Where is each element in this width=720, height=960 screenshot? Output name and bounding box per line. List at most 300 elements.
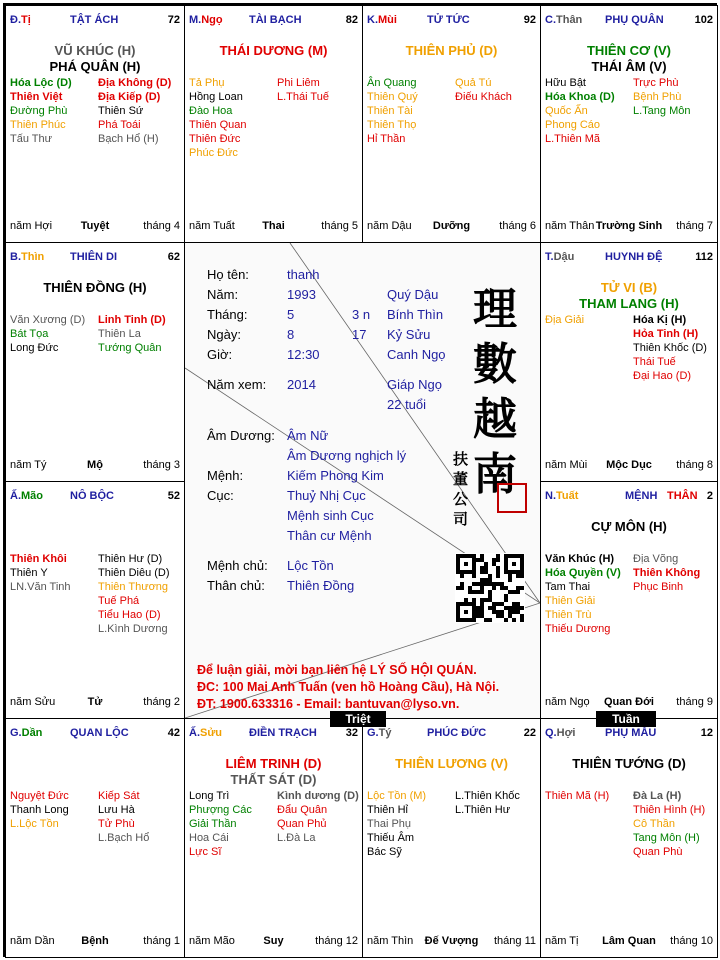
minor-stars-left: [10, 76, 72, 146]
minor-star: Phong Cáo: [545, 119, 601, 131]
palace-month: tháng 6: [499, 220, 536, 232]
palace-cell-ti[interactable]: [5, 5, 185, 243]
main-star: LIÊM TRINH (D): [225, 756, 322, 771]
palace-branch-name: Tý: [378, 727, 392, 739]
info-canchi: Canh Ngọ: [387, 347, 446, 362]
minor-star: Thiên Khốc (D): [633, 342, 707, 354]
palace-header: [10, 490, 180, 504]
tuan-marker: Tuần: [596, 711, 656, 727]
minor-stars-right: [455, 76, 512, 104]
minor-star: Thiên Việt: [10, 91, 63, 103]
minor-star: Thiên Đức: [189, 133, 241, 145]
palace-year: năm Tị: [545, 935, 579, 947]
minor-star: Thanh Long: [10, 804, 69, 816]
palace-phase: Đế Vượng: [424, 935, 479, 947]
minor-star: Lộc Tồn (M): [367, 790, 427, 802]
palace-year: năm Hợi: [10, 220, 53, 232]
palace-phase: Thai: [262, 220, 285, 232]
minor-star: Cô Thần: [633, 818, 675, 830]
minor-star: Kình dương (D): [277, 790, 359, 802]
palace-element: Q.: [545, 727, 557, 739]
palace-phase: Mộc Dục: [606, 459, 652, 471]
minor-stars-right: [277, 789, 359, 845]
palace-year: năm Tý: [10, 459, 47, 471]
palace-element: C.: [545, 14, 556, 26]
palace-year: năm Sửu: [10, 696, 56, 708]
minor-star: Phục Binh: [633, 581, 684, 593]
palace-branch: [545, 14, 582, 26]
main-stars: [541, 280, 717, 312]
palace-cell-tuat[interactable]: [540, 481, 718, 719]
palace-element: Đ.: [10, 14, 21, 26]
minor-stars-right: [633, 789, 705, 859]
minor-star: Thiên Diêu (D): [98, 567, 170, 579]
minor-star: Hóa Lộc (D): [10, 77, 72, 89]
palace-name: THIÊN DI: [70, 251, 118, 263]
palace-age-number: 102: [694, 14, 713, 26]
palace-branch-name: Tị: [21, 14, 31, 26]
palace-month: tháng 5: [321, 220, 358, 232]
palace-header: [545, 490, 713, 504]
minor-star: Thai Phụ: [367, 818, 412, 830]
minor-stars-right: [633, 552, 700, 594]
palace-branch-name: Thân: [556, 14, 583, 26]
minor-stars-left: [10, 789, 69, 831]
palace-branch-name: Hợi: [556, 727, 576, 739]
minor-star: Phúc Đức: [189, 147, 238, 159]
minor-star: Thiên Thọ: [367, 119, 417, 131]
main-star: CỰ MÔN (H): [591, 519, 667, 534]
palace-element: G.: [10, 727, 22, 739]
palace-month: tháng 10: [670, 935, 713, 947]
palace-branch-name: Dần: [21, 727, 43, 739]
minor-star: Thiếu Âm: [367, 832, 415, 844]
palace-age-number: 42: [167, 727, 180, 739]
minor-star: L.Thái Tuế: [277, 91, 329, 103]
minor-stars-left: [189, 789, 252, 859]
minor-star: Bạch Hổ (H): [98, 133, 159, 145]
minor-star: Thái Tuế: [633, 356, 676, 368]
palace-phase: Suy: [263, 935, 284, 947]
palace-header: [10, 14, 180, 28]
minor-star: Long Đức: [10, 342, 59, 354]
minor-star: Đà La (H): [633, 790, 682, 802]
minor-star: Thiên Quan: [189, 119, 247, 131]
minor-star: Địa Giải: [545, 314, 585, 326]
minor-star: L.Tang Môn: [633, 105, 691, 117]
palace-footer: [10, 459, 180, 473]
minor-star: Lực Sĩ: [189, 846, 222, 858]
palace-age-number: 92: [523, 14, 536, 26]
palace-month: tháng 7: [676, 220, 713, 232]
minor-star: Thiên Không: [633, 567, 701, 579]
palace-header: [10, 727, 180, 741]
minor-stars-right: [98, 313, 166, 355]
palace-element: T.: [545, 251, 554, 263]
minor-star: Địa Không (D): [98, 77, 172, 89]
minor-star: Đại Hao (D): [633, 370, 692, 382]
minor-star: Thiên Quý: [367, 91, 418, 103]
palace-phase: Tử: [87, 696, 103, 708]
minor-star: Trực Phù: [633, 77, 679, 89]
palace-name: PHỤ QUÂN: [605, 14, 664, 26]
minor-star: Đẩu Quân: [277, 804, 328, 816]
palace-age-number: 112: [695, 251, 713, 263]
palace-phase: Quan Đới: [604, 696, 654, 708]
palace-year: năm Dần: [10, 935, 55, 947]
minor-star: Thiên Thương: [98, 581, 169, 593]
palace-phase: Bệnh: [81, 935, 109, 947]
palace-footer: [545, 696, 713, 710]
minor-star: Tấu Thư: [10, 133, 53, 145]
info-value: Thiên Đồng: [287, 578, 355, 593]
palace-year: năm Ngọ: [545, 696, 590, 708]
contact-line-2: ĐC: 100 Mai Anh Tuấn (ven hồ Hoàng Cầu), Hà Nội.: [197, 680, 500, 694]
palace-month: tháng 1: [143, 935, 180, 947]
palace-cell-ngo[interactable]: [184, 5, 363, 243]
palace-phase: Trường Sinh: [595, 220, 663, 232]
info-label: Năm:: [207, 287, 239, 302]
palace-name: TÀI BẠCH: [249, 14, 302, 26]
qr-code[interactable]: [455, 553, 525, 623]
palace-cell-mao[interactable]: [5, 481, 185, 719]
logo-calligraphy-char: 數: [473, 339, 517, 390]
minor-star: Thiên Sứ: [98, 105, 144, 117]
main-stars: [6, 43, 184, 75]
palace-cell-hoi[interactable]: [540, 718, 718, 958]
palace-footer: [189, 220, 358, 234]
logo-small-char: 扶: [453, 450, 469, 468]
palace-footer: [10, 935, 180, 949]
tu-vi-chart: [3, 3, 717, 957]
info-canchi: Quý Dậu: [387, 287, 439, 302]
palace-element: K.: [367, 14, 378, 26]
palace-footer: [10, 696, 180, 710]
palace-header: [545, 727, 713, 741]
palace-footer: [545, 220, 713, 234]
palace-year: năm Dậu: [367, 220, 412, 232]
main-star: THIÊN ĐỒNG (H): [43, 280, 147, 295]
main-star: THIÊN CƠ (V): [586, 43, 672, 58]
palace-header: [367, 14, 536, 28]
palace-branch: [367, 727, 391, 739]
minor-star: Giải Thần: [189, 818, 237, 830]
palace-age-number: 12: [700, 727, 713, 739]
palace-age-number: 32: [345, 727, 358, 739]
minor-stars-left: [10, 313, 85, 355]
info-value: 8: [287, 327, 295, 342]
palace-year: năm Tuất: [189, 220, 235, 232]
palace-header: [189, 727, 358, 741]
main-stars: [363, 43, 540, 59]
minor-star: Thiên Y: [10, 567, 48, 579]
info-label: Âm Dương:: [207, 428, 275, 443]
minor-star: Đường Phù: [10, 105, 68, 117]
palace-cell-suu[interactable]: [184, 718, 363, 958]
info-value: Thân cư Mệnh: [287, 528, 372, 543]
palace-footer: [10, 220, 180, 234]
palace-phase: Mộ: [87, 459, 103, 471]
minor-star: Phá Toái: [98, 119, 141, 131]
minor-star: Linh Tinh (D): [98, 314, 166, 326]
info-label: Ngày:: [207, 327, 241, 342]
info-extra: 17: [352, 327, 367, 342]
logo-calligraphy-char: 理: [473, 284, 517, 335]
minor-star: Quan Phủ: [277, 818, 327, 830]
minor-star: L.Thiên Mã: [545, 133, 601, 145]
logo-small-char: 公: [453, 490, 469, 508]
main-stars: [185, 43, 362, 59]
minor-star: Phượng Các: [189, 804, 252, 816]
minor-star: Quả Tú: [455, 77, 492, 89]
main-star: PHÁ QUÂN (H): [49, 59, 141, 74]
minor-star: Tiểu Hao (D): [98, 609, 161, 621]
palace-body-marker: THÂN: [667, 490, 698, 502]
palace-footer: [545, 935, 713, 949]
palace-phase: Lâm Quan: [602, 935, 656, 947]
main-star: THIÊN LƯƠNG (V): [395, 756, 508, 771]
contact-line-3: ĐT: 1900.633316 - Email: bantuvan@lyso.vn.: [197, 697, 460, 711]
minor-star: Quan Phù: [633, 846, 683, 858]
palace-name: MỆNH: [625, 490, 658, 502]
main-stars: [541, 519, 717, 535]
minor-star: Hóa Kị (H): [633, 314, 687, 326]
minor-star: Tả Phụ: [189, 77, 225, 89]
minor-stars-right: [633, 76, 690, 118]
minor-star: Hóa Khoa (D): [545, 91, 615, 103]
palace-year: năm Thìn: [367, 935, 414, 947]
minor-star: Bệnh Phù: [633, 91, 682, 103]
minor-star: Thiên Giải: [545, 595, 596, 607]
minor-stars-right: [98, 552, 170, 636]
minor-star: L.Thiên Khốc: [455, 790, 520, 802]
minor-stars-left: [367, 789, 426, 859]
minor-star: LN.Văn Tinh: [10, 581, 71, 593]
palace-cell-dau[interactable]: [540, 242, 718, 482]
palace-header: [545, 14, 713, 28]
palace-footer: [545, 459, 713, 473]
main-star: THÁI ÂM (V): [591, 59, 667, 74]
red-seal-stamp: [497, 483, 527, 513]
minor-stars-left: [545, 76, 615, 146]
palace-element: M.: [189, 14, 202, 26]
minor-star: Tướng Quân: [98, 342, 162, 354]
minor-star: Đào Hoa: [189, 105, 233, 117]
palace-header: [545, 251, 713, 265]
palace-element: B.: [10, 251, 21, 263]
info-value: Âm Nữ: [287, 428, 329, 443]
minor-star: Bát Tọa: [10, 328, 49, 340]
palace-branch: [545, 251, 574, 263]
minor-star: Kiếp Sát: [98, 790, 140, 802]
minor-star: Lưu Hà: [98, 804, 135, 816]
palace-branch: [10, 490, 43, 502]
palace-cell-than[interactable]: [540, 5, 718, 243]
minor-star: Tử Phù: [98, 818, 135, 830]
palace-name: PHÚC ĐỨC: [427, 727, 487, 739]
palace-name: TỬ TỨC: [427, 14, 470, 26]
minor-star: Văn Xương (D): [10, 314, 86, 326]
triet-marker: Triệt: [330, 711, 386, 727]
contact-line-1: Để luận giải, mời bạn liên hệ LÝ SỐ HỘI QUÁN.: [197, 663, 477, 677]
minor-star: Địa Kiếp (D): [98, 91, 161, 103]
minor-stars-left: [545, 552, 621, 636]
logo-small-char: 董: [453, 470, 469, 488]
palace-month: tháng 4: [143, 220, 180, 232]
palace-branch: [545, 490, 578, 502]
palace-age-number: 62: [167, 251, 180, 263]
palace-age-number: 72: [167, 14, 180, 26]
palace-branch-name: Ngọ: [201, 14, 223, 26]
minor-star: L.Bạch Hổ: [98, 832, 150, 844]
palace-age-number: 2: [706, 490, 713, 502]
minor-star: Nguyệt Đức: [10, 790, 69, 802]
palace-footer: [189, 935, 358, 949]
minor-star: Thiên Khôi: [10, 553, 67, 565]
palace-month: tháng 2: [143, 696, 180, 708]
info-value: Kiếm Phong Kim: [287, 468, 384, 483]
info-label: Năm xem:: [207, 377, 267, 392]
palace-header: [10, 251, 180, 265]
logo-calligraphy-char: 越: [473, 394, 517, 445]
minor-star: L.Đà La: [277, 832, 316, 844]
main-stars: [363, 756, 540, 772]
minor-star: Thiên Hỉ: [367, 804, 408, 816]
minor-star: Thiên Hư (D): [98, 553, 163, 565]
info-value: Lộc Tồn: [287, 558, 334, 573]
main-star: THÁI DƯƠNG (M): [219, 43, 328, 58]
minor-stars-right: [633, 313, 707, 383]
info-label: Cục:: [207, 488, 234, 503]
palace-name: QUAN LỘC: [70, 727, 129, 739]
palace-cell-thin[interactable]: [5, 242, 185, 482]
minor-stars-right: [98, 789, 149, 845]
main-stars: [541, 43, 717, 75]
palace-branch: [10, 251, 44, 263]
main-star: THIÊN TƯỚNG (D): [572, 756, 686, 771]
minor-star: Hỉ Thần: [367, 133, 406, 145]
palace-phase: Dưỡng: [432, 220, 471, 232]
palace-branch: [189, 14, 223, 26]
palace-branch-name: Mùi: [378, 14, 397, 26]
info-value: 1993: [287, 287, 316, 302]
main-star: VŨ KHÚC (H): [54, 43, 136, 58]
palace-footer: [367, 935, 536, 949]
info-canchi: Kỷ Sửu: [387, 327, 431, 342]
minor-star: Hồng Loan: [189, 91, 243, 103]
minor-stars-right: [455, 789, 520, 817]
palace-branch: [10, 14, 31, 26]
palace-branch: [10, 727, 42, 739]
minor-star: Thiên Trù: [545, 609, 592, 621]
palace-age-number: 22: [523, 727, 536, 739]
palace-element: N.: [545, 490, 556, 502]
minor-stars-left: [367, 76, 418, 146]
palace-month: tháng 12: [315, 935, 358, 947]
minor-star: Bác Sỹ: [367, 846, 402, 858]
palace-element: G.: [367, 727, 379, 739]
palace-element: Ấ.: [189, 727, 200, 739]
minor-star: Tam Thai: [545, 581, 591, 593]
info-canchi: Bính Thìn: [387, 307, 444, 322]
minor-star: Thiên Tài: [367, 105, 413, 117]
info-value: Âm Dương nghịch lý: [287, 448, 407, 463]
minor-star: Địa Võng: [633, 553, 679, 565]
palace-cell-ty[interactable]: [362, 718, 541, 958]
minor-star: Thiên La: [98, 328, 141, 340]
info-value: 12:30: [287, 347, 320, 362]
palace-month: tháng 3: [143, 459, 180, 471]
palace-year: năm Mão: [189, 935, 235, 947]
palace-branch: [189, 727, 222, 739]
minor-star: Hoa Cái: [189, 832, 229, 844]
info-value: 5: [287, 307, 295, 322]
palace-name: TẬT ÁCH: [70, 14, 119, 26]
info-value: Thuỷ Nhị Cục: [287, 488, 366, 503]
palace-branch-name: Mão: [21, 490, 43, 502]
main-star: THIÊN PHỦ (D): [405, 43, 498, 58]
minor-star: Long Trì: [189, 790, 230, 802]
logo-small-char: 司: [453, 510, 469, 528]
main-stars: [185, 756, 362, 788]
palace-phase: Tuyệt: [80, 220, 110, 232]
main-stars: [541, 756, 717, 772]
palace-year: năm Mùi: [545, 459, 588, 471]
palace-header: [189, 14, 358, 28]
center-info-panel: [185, 243, 540, 718]
minor-star: Thiếu Dương: [545, 623, 611, 635]
palace-cell-mui[interactable]: [362, 5, 541, 243]
minor-stars-left: [10, 552, 71, 594]
minor-star: Tang Môn (H): [633, 832, 700, 844]
minor-star: Ân Quang: [367, 77, 417, 89]
info-label: Tháng:: [207, 307, 248, 322]
info-label: Mệnh chủ:: [207, 558, 268, 573]
palace-age-number: 82: [345, 14, 358, 26]
main-star: THAM LANG (H): [579, 296, 679, 311]
palace-element: Ấ.: [10, 490, 21, 502]
info-canchi: Giáp Ngọ: [387, 377, 442, 392]
palace-name: PHỤ MẪU: [605, 727, 657, 739]
info-label: Họ tên:: [207, 267, 249, 282]
minor-star: Hữu Bật: [545, 77, 586, 89]
palace-age-number: 52: [167, 490, 180, 502]
info-value: Mệnh sinh Cục: [287, 508, 374, 523]
palace-month: tháng 9: [676, 696, 713, 708]
palace-cell-dan[interactable]: [5, 718, 185, 958]
info-value: 2014: [287, 377, 316, 392]
palace-branch-name: Dậu: [553, 251, 575, 263]
palace-name: HUYNH ĐỆ: [605, 251, 663, 263]
minor-star: Hỏa Tinh (H): [633, 328, 699, 340]
info-age: 22 tuổi: [387, 397, 427, 412]
minor-stars-right: [277, 76, 329, 104]
palace-footer: [367, 220, 536, 234]
main-star: THẤT SÁT (D): [230, 772, 317, 787]
info-label: Mệnh:: [207, 468, 244, 483]
info-value: thanh: [287, 267, 320, 282]
palace-name: ĐIỀN TRẠCH: [249, 727, 317, 739]
minor-star: L.Thiên Hư: [455, 804, 511, 816]
palace-month: tháng 8: [676, 459, 713, 471]
minor-star: Thiên Phúc: [10, 119, 66, 131]
logo-calligraphy-char: 南: [473, 449, 517, 500]
info-label: Giờ:: [207, 347, 233, 362]
info-extra: 3 n: [352, 307, 371, 322]
minor-star: L.Kình Dương: [98, 623, 168, 635]
palace-name: NÔ BỘC: [70, 490, 114, 502]
minor-star: Hóa Quyền (V): [545, 567, 621, 579]
